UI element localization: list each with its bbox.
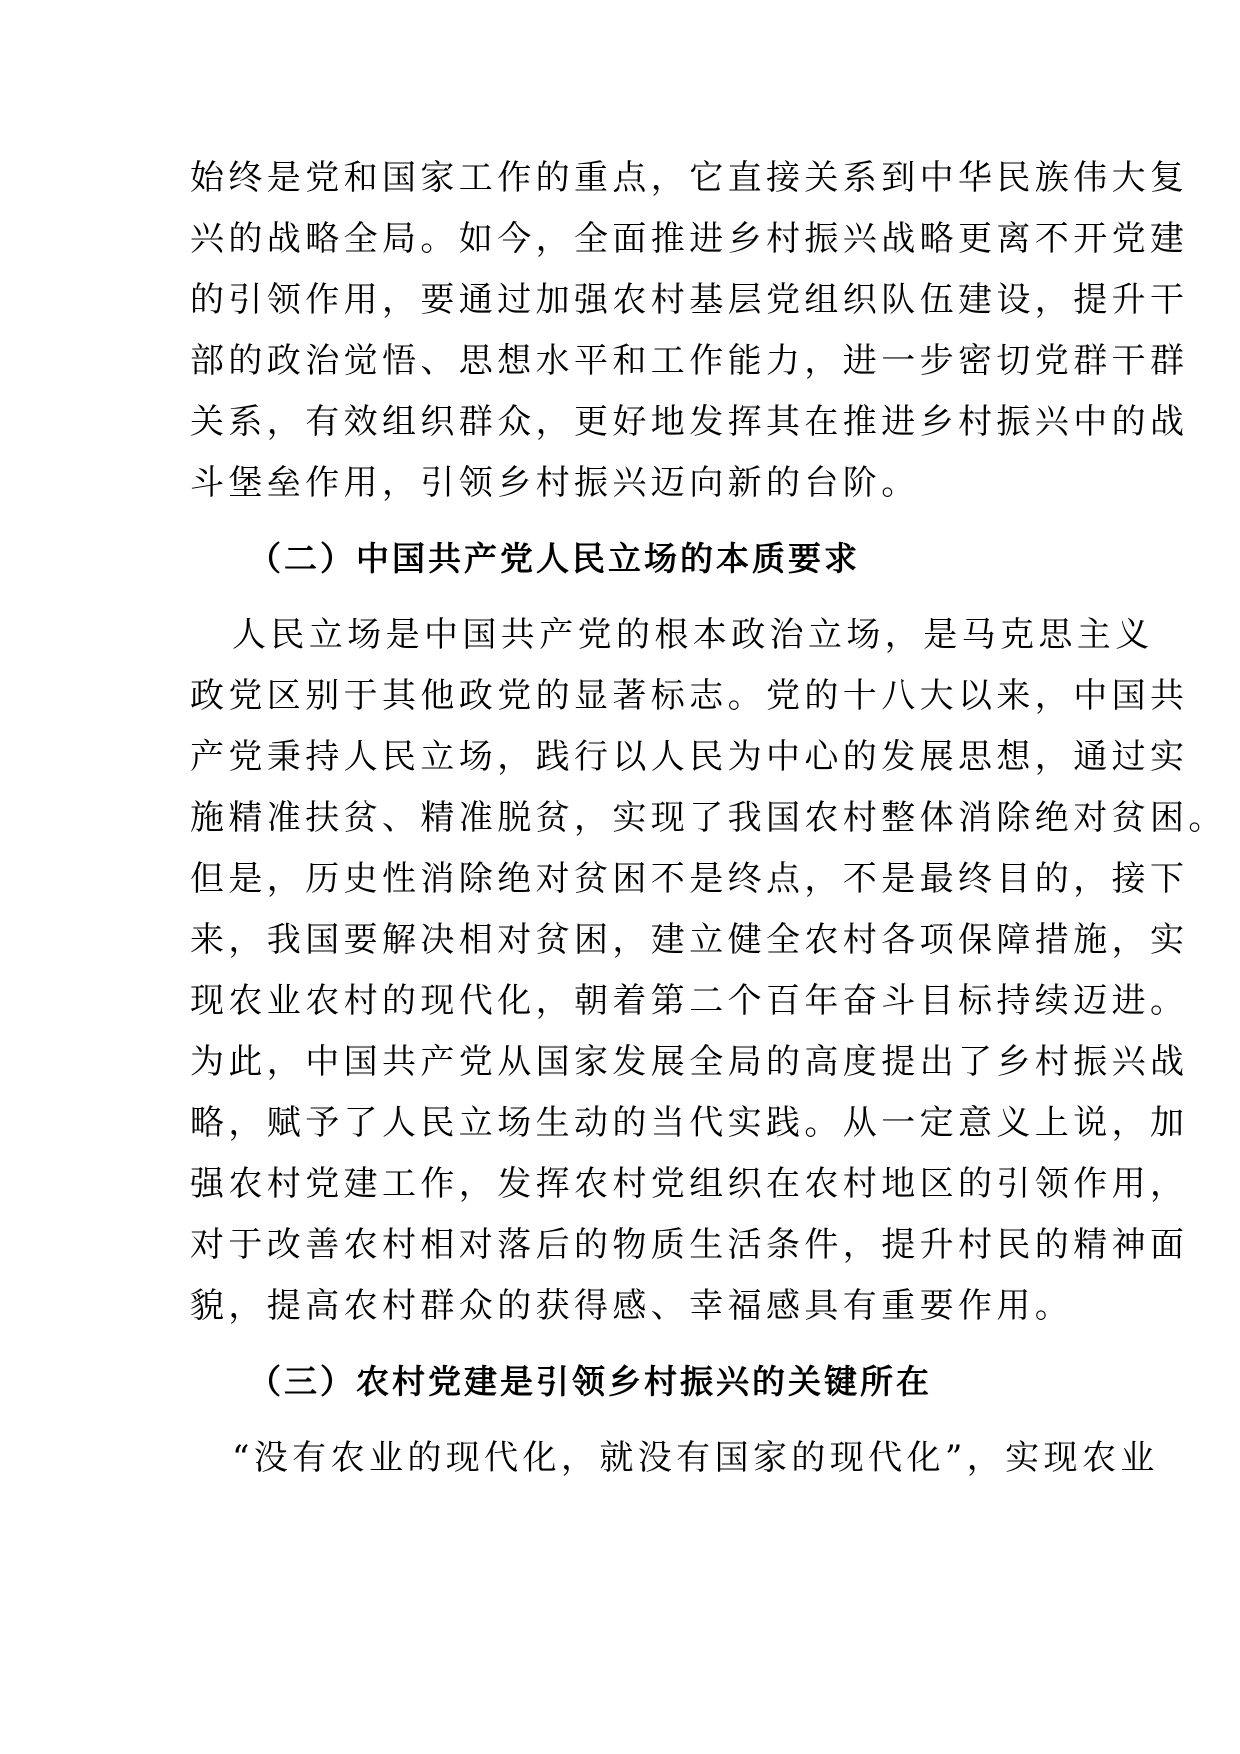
section-heading-2: （二）中国共产党人民立场的本质要求 <box>248 539 860 578</box>
text-line: 貌，提高农村群众的获得感、幸福感具有重要作用。 <box>190 1286 1074 1326</box>
intro-paragraph <box>190 148 1189 514</box>
text-line: 关系，有效组织群众，更好地发挥其在推进乡村振兴中的战 <box>190 402 1189 442</box>
text-line: 产党秉持人民立场，践行以人民为中心的发展思想，通过实 <box>190 737 1189 777</box>
text-line: 对于改善农村相对落后的物质生活条件，提升村民的精神面 <box>190 1225 1189 1265</box>
text-line: 施精准扶贫、精准脱贫，实现了我国农村整体消除绝对贫困。 <box>190 798 1227 838</box>
section-3-paragraph <box>190 1428 1159 1489</box>
text-line: 强农村党建工作，发挥农村党组织在农村地区的引领作用， <box>190 1164 1189 1204</box>
text-line: 为此，中国共产党从国家发展全局的高度提出了乡村振兴战 <box>190 1042 1189 1082</box>
section-heading-3: （三）农村党建是引领乡村振兴的关键所在 <box>248 1362 932 1401</box>
text-line: 来，我国要解决相对贫困，建立健全农村各项保障措施，实 <box>190 920 1189 960</box>
text-line: 略，赋予了人民立场生动的当代实践。从一定意义上说，加 <box>190 1103 1189 1143</box>
text-line: 始终是党和国家工作的重点，它直接关系到中华民族伟大复 <box>190 158 1189 198</box>
text-line: 斗堡垒作用，引领乡村振兴迈向新的台阶。 <box>190 463 920 503</box>
document-body <box>190 148 1227 1489</box>
text-line: “没有农业的现代化，就没有国家的现代化”，实现农业 <box>232 1438 1159 1478</box>
text-line: 现农业农村的现代化，朝着第二个百年奋斗目标持续迈进。 <box>190 981 1189 1021</box>
text-line: 但是，历史性消除绝对贫困不是终点，不是最终目的，接下 <box>190 859 1189 899</box>
text-line: 政党区别于其他政党的显著标志。党的十八大以来，中国共 <box>190 676 1189 716</box>
text-line: 人民立场是中国共产党的根本政治立场，是马克思主义 <box>232 615 1154 655</box>
text-line: 兴的战略全局。如今，全面推进乡村振兴战略更离不开党建 <box>190 219 1189 259</box>
section-2-paragraph <box>190 605 1227 1337</box>
text-line: 部的政治觉悟、思想水平和工作能力，进一步密切党群干群 <box>190 341 1189 381</box>
text-line: 的引领作用，要通过加强农村基层党组织队伍建设，提升干 <box>190 280 1189 320</box>
